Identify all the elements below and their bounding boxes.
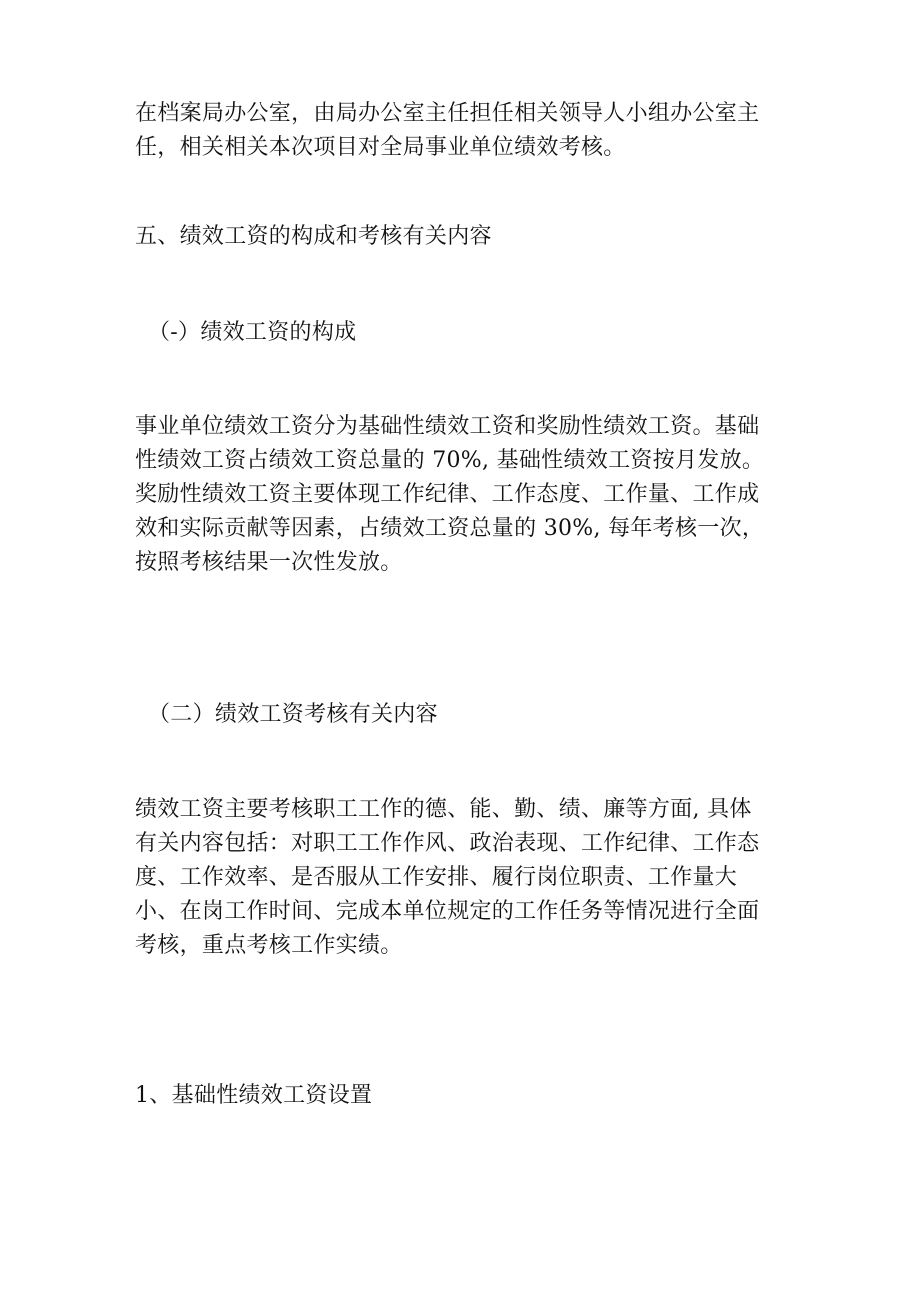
- paragraph-line: 效和实际贡献等因素，占绩效工资总量的 30%, 每年考核一次，: [135, 516, 765, 541]
- paragraph-intro: [135, 97, 795, 165]
- paragraph-line: 小、在岗工作时间、完成本单位规定的工作任务等情况进行全面: [135, 899, 760, 924]
- paragraph-line: 事业单位绩效工资分为基础性绩效工资和奖励性绩效工资。基础: [135, 414, 760, 439]
- subsection-heading: （二）绩效工资考核有关内容: [148, 702, 438, 727]
- paragraph-line: 考核，重点考核工作实绩。: [135, 933, 403, 958]
- section-heading: 五、绩效工资的构成和考核有关内容: [135, 224, 492, 249]
- paragraph-line: 任，相关相关本次项目对全局事业单位绩效考核。: [135, 135, 626, 160]
- paragraph-line: 奖励性绩效工资主要体现工作纪律、工作态度、工作量、工作成: [135, 482, 760, 507]
- paragraph-assessment: [135, 793, 795, 963]
- subsection-heading: （-）绩效工资的构成: [148, 320, 357, 345]
- paragraph-line: 有关内容包括：对职工工作作风、政治表现、工作纪律、工作态: [135, 831, 760, 856]
- paragraph-line: 按照考核结果一次性发放。: [135, 550, 403, 575]
- item-heading: 1、基础性绩效工资设置: [135, 1083, 373, 1108]
- paragraph-line: 度、工作效率、是否服从工作安排、履行岗位职责、工作量大: [135, 865, 738, 890]
- paragraph-line: 绩效工资主要考核职工工作的德、能、勤、绩、廉等方面, 具体: [135, 797, 752, 822]
- paragraph-line: 在档案局办公室，由局办公室主任担任相关领导人小组办公室主: [135, 101, 760, 126]
- paragraph-composition: [135, 410, 795, 580]
- paragraph-line: 性绩效工资占绩效工资总量的 70%, 基础性绩效工资按月发放。: [135, 448, 765, 473]
